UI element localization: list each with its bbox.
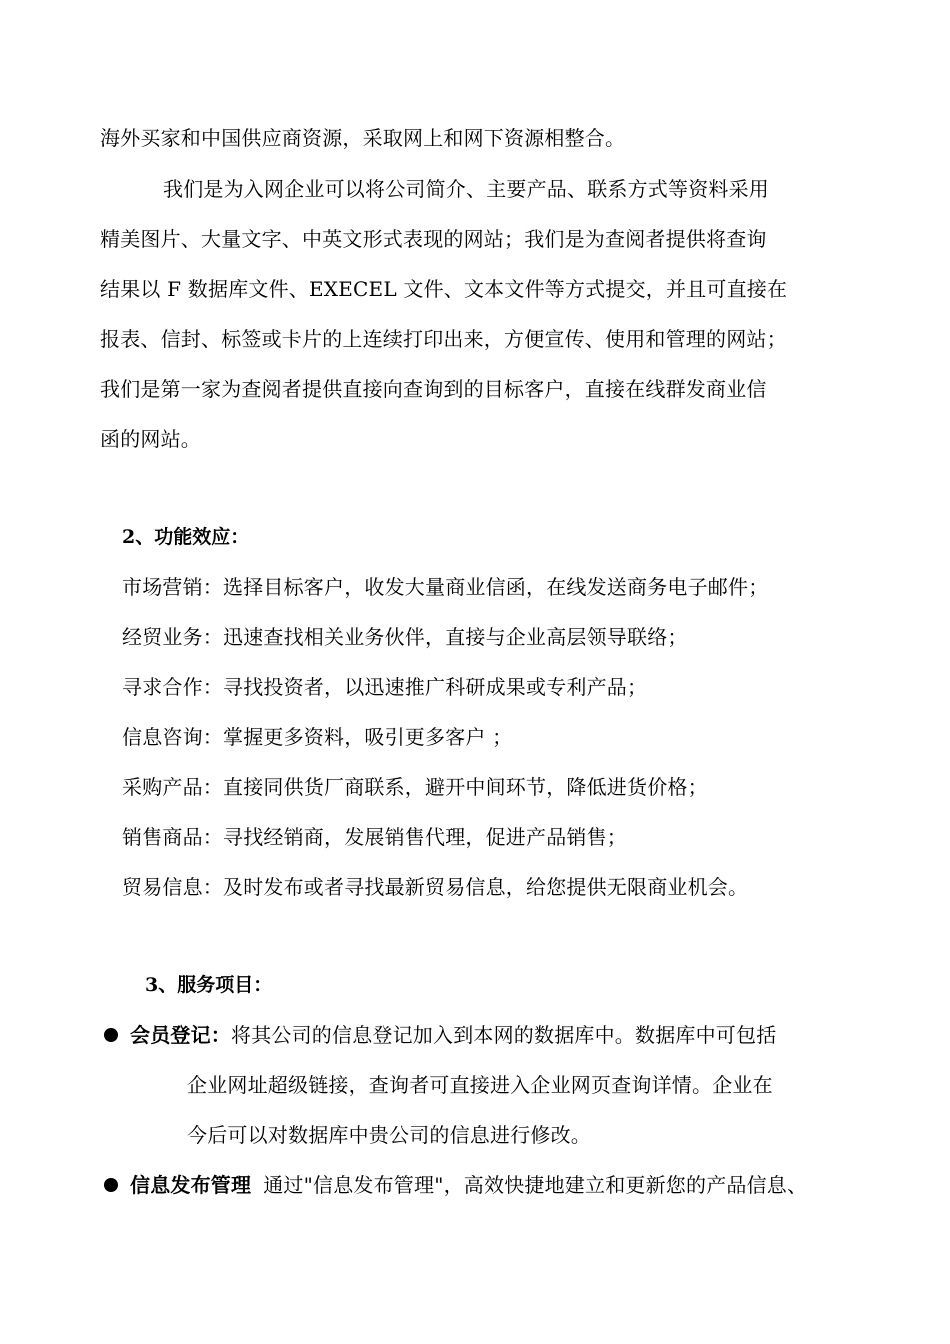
intro-paragraph-line: 结果以 F 数据库文件、EXECEL 文件、文本文件等方式提交，并且可直接在 [100,277,788,301]
bullet-1-line [130,1022,776,1048]
bullet-2-line [130,1172,807,1198]
function-item: 市场营销：选择目标客户，收发大量商业信函，在线发送商务电子邮件； [122,575,769,599]
intro-line-1: 海外买家和中国供应商资源，采取网上和网下资源相整合。 [100,126,626,150]
section-3-heading: 3、服务项目： [145,974,273,996]
bullet-1-continuation: 今后可以对数据库中贵公司的信息进行修改。 [187,1123,591,1147]
bullet-dot-icon [104,1178,118,1192]
section-2-heading: 2、功能效应： [122,526,250,548]
intro-paragraph-line: 我们是第一家为查阅者提供直接向查询到的目标客户，直接在线群发商业信 [100,377,767,401]
bullet-1-text: 将其公司的信息登记加入到本网的数据库中。数据库中可包括 [231,1023,777,1047]
function-item: 采购产品：直接同供货厂商联系，避开中间环节，降低进货价格； [122,775,708,799]
intro-paragraph-line: 我们是为入网企业可以将公司简介、主要产品、联系方式等资料采用 [163,177,769,201]
bullet-dot-icon [104,1028,118,1042]
intro-paragraph-line: 精美图片、大量文字、中英文形式表现的网站；我们是为查阅者提供将查询 [100,227,767,251]
function-item: 信息咨询：掌握更多资料，吸引更多客户 ； [122,725,513,749]
function-item: 销售商品：寻找经销商，发展销售代理，促进产品销售； [122,825,627,849]
intro-paragraph-line: 报表、信封、标签或卡片的上连续打印出来，方便宣传、使用和管理的网站； [100,327,787,351]
function-item: 贸易信息：及时发布或者寻找最新贸易信息，给您提供无限商业机会。 [122,875,749,899]
bullet-1-continuation: 企业网址超级链接，查询者可直接进入企业网页查询详情。企业在 [187,1073,773,1097]
function-item: 经贸业务：迅速查找相关业务伙伴，直接与企业高层领导联络； [122,625,688,649]
intro-paragraph-line: 函的网站。 [100,427,201,451]
function-item: 寻求合作：寻找投资者，以迅速推广科研成果或专利产品； [122,675,648,699]
bullet-2-text: 通过"信息发布管理"，高效快捷地建立和更新您的产品信息、 [263,1173,808,1197]
bullet-2-label: 信息发布管理 [130,1173,252,1197]
bullet-1-label: 会员登记： [130,1023,231,1047]
